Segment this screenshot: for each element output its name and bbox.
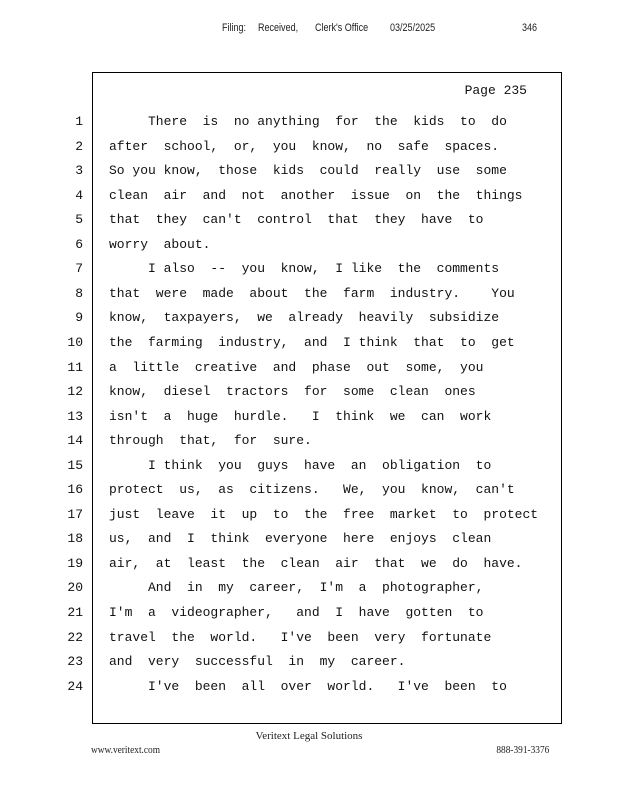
line-number: 24	[67, 678, 83, 694]
line-number: 4	[75, 187, 83, 203]
line-number: 11	[67, 359, 83, 375]
transcript-line: just leave it up to the free market to protect	[109, 506, 539, 522]
line-number: 2	[75, 138, 83, 154]
transcript-line: that they can't control that they have to	[109, 212, 484, 228]
line-number: 10	[67, 334, 83, 350]
line-number: 5	[75, 212, 83, 228]
page-label: Page 235	[464, 83, 527, 98]
transcript-line: clean air and not another issue on the things	[109, 187, 523, 203]
transcript-line: worry about.	[109, 236, 211, 252]
header-page-number: 346	[522, 22, 538, 34]
line-number: 15	[67, 457, 83, 473]
transcript-line: through that, for sure.	[109, 433, 312, 449]
line-number: 20	[67, 580, 83, 596]
line-number: 13	[67, 408, 83, 424]
transcript-line: travel the world. I've been very fortunate	[109, 629, 492, 645]
line-number: 23	[67, 654, 83, 670]
transcript-line: know, taxpayers, we already heavily subsidize	[109, 310, 500, 326]
transcript-line: that were made about the farm industry. You	[109, 285, 515, 301]
header-office: Clerk's Office	[315, 22, 369, 34]
transcript-line: and very successful in my career.	[109, 654, 406, 670]
line-number: 7	[75, 261, 83, 277]
transcript-line: know, diesel tractors for some clean ones	[109, 384, 476, 400]
transcript-line: the farming industry, and I think that to get	[109, 334, 515, 350]
transcript-line: after school, or, you know, no safe spaces.	[109, 138, 500, 154]
line-number: 3	[75, 163, 83, 179]
line-number: 17	[67, 506, 83, 522]
transcript-line: a little creative and phase out some, you	[109, 359, 484, 375]
line-number: 8	[75, 285, 83, 301]
transcript-line: And in my career, I'm a photographer,	[109, 580, 484, 596]
transcript-line: us, and I think everyone here enjoys clean	[109, 531, 492, 547]
line-number: 21	[67, 605, 83, 620]
line-number: 1	[75, 114, 83, 129]
transcript-line: I'm a videographer, and I have gotten to	[109, 605, 484, 620]
header-date: 03/25/2025	[390, 22, 436, 34]
line-number: 6	[75, 236, 83, 252]
footer-phone: 888-391-3376	[496, 744, 549, 756]
transcript-line: air, at least the clean air that we do have.	[109, 555, 523, 571]
line-number: 22	[67, 629, 83, 645]
footer-website: www.veritext.com	[91, 744, 160, 756]
transcript-line: protect us, as citizens. We, you know, can't	[109, 482, 515, 498]
transcript-line: There is no anything for the kids to do	[109, 114, 507, 129]
line-number: 14	[67, 433, 83, 449]
line-number: 12	[67, 384, 83, 400]
line-number: 9	[75, 310, 83, 326]
transcript-line: I think you guys have an obligation to	[109, 457, 492, 473]
transcript-line: isn't a huge hurdle. I think we can work	[109, 408, 492, 424]
header-filing: Filing:	[222, 22, 247, 34]
line-number: 16	[67, 482, 83, 498]
transcript-line: So you know, those kids could really use some	[109, 163, 507, 179]
transcript-line: I also -- you know, I like the comments	[109, 261, 500, 277]
line-number: 18	[67, 531, 83, 547]
footer-company: Veritext Legal Solutions	[255, 730, 363, 742]
header-received: Received,	[258, 22, 299, 34]
line-number: 19	[67, 555, 83, 571]
transcript-line: I've been all over world. I've been to	[109, 678, 507, 694]
